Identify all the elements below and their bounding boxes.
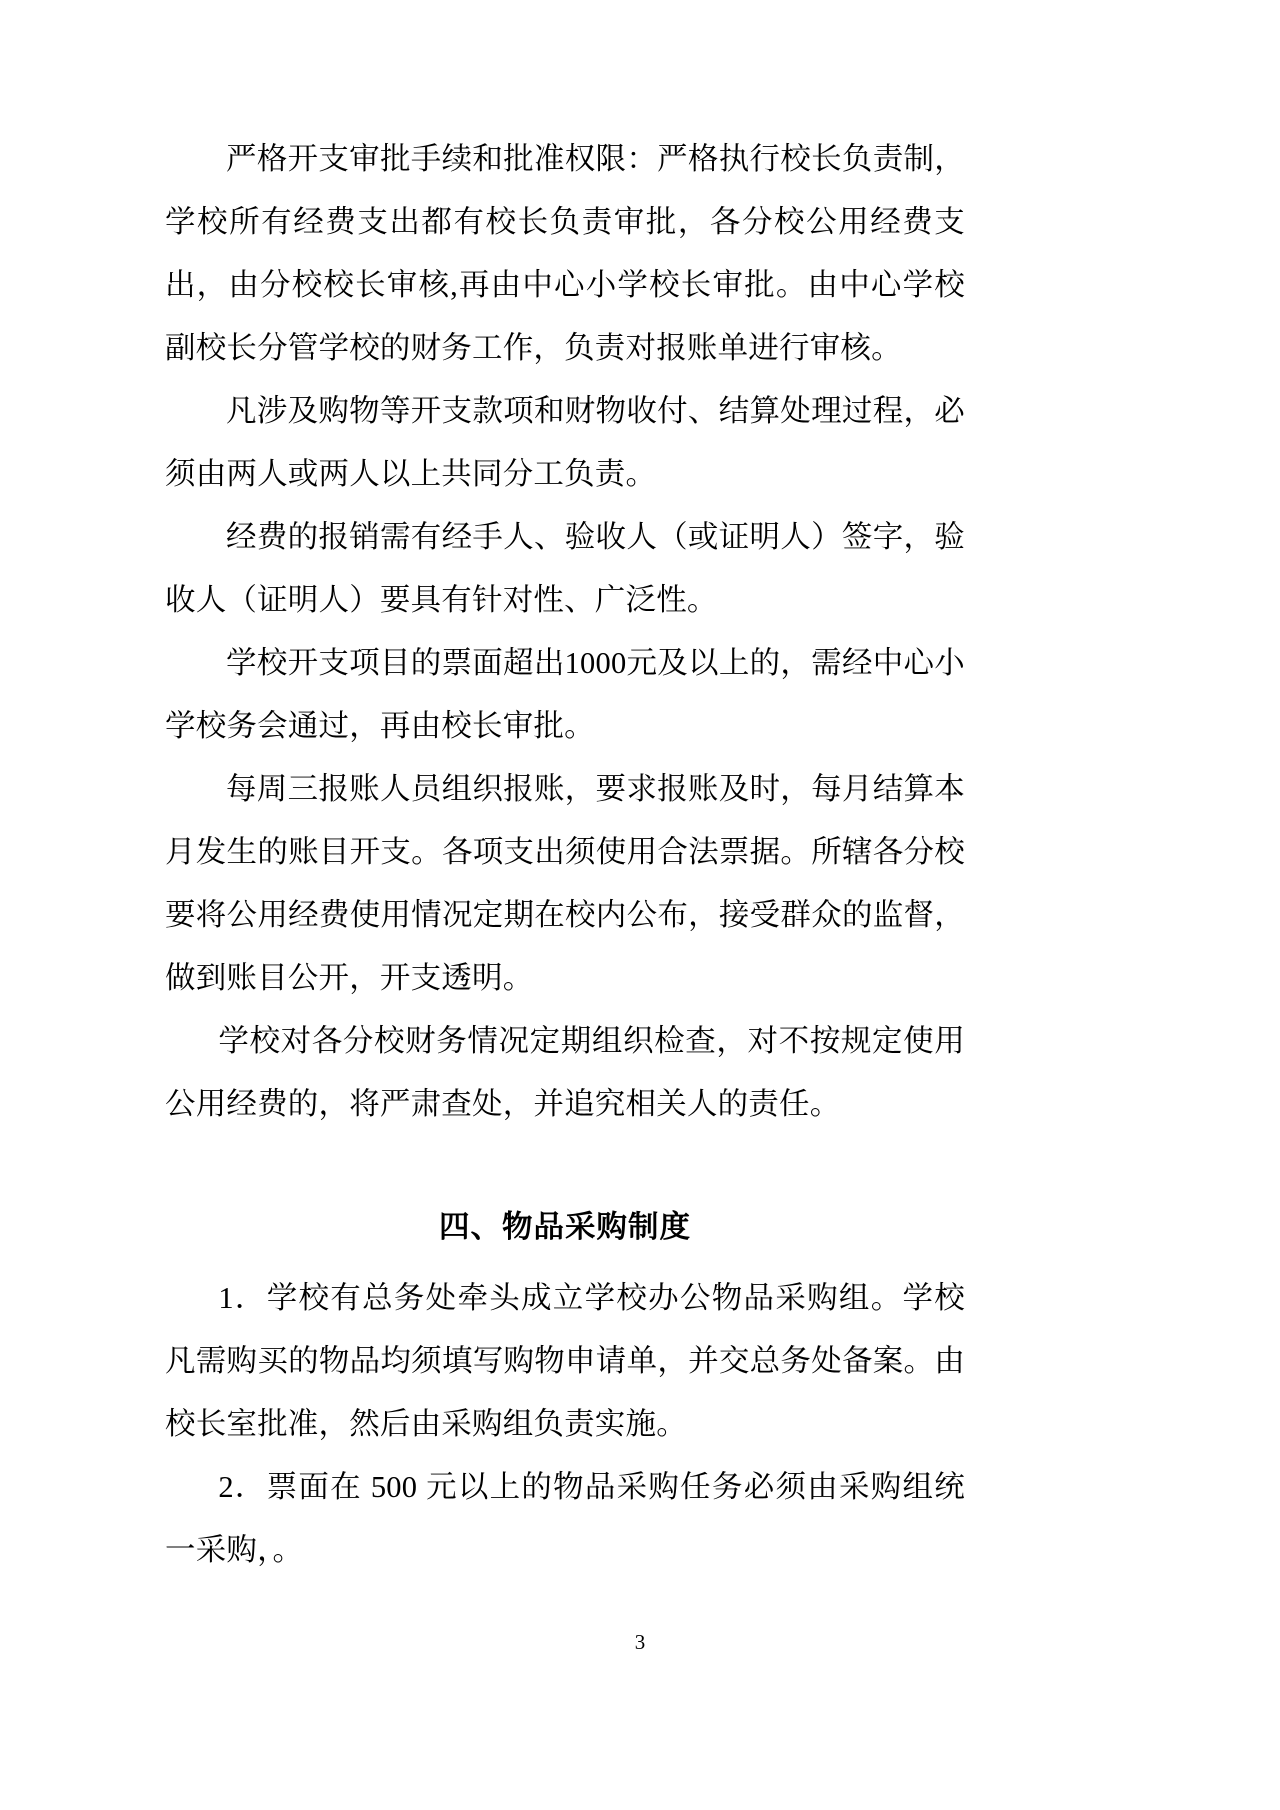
section-heading-procurement: 四、物品采购制度 [439, 1210, 691, 1244]
paragraph-weekly-accounting: 每周三报账人员组织报账，要求报账及时，每月结算本月发生的账目开支。各项支出须使用合法票据。所辖各分校要将公用经费使用情况定期在校内公布，接受群众的监督，做到账目公开，开支透明。 [165, 772, 965, 995]
page-content [165, 128, 965, 1582]
paragraph-approval-authority: 严格开支审批手续和批准权限：严格执行校长负责制，学校所有经费支出都有校长负责审批，各分校公用经费支出，由分校校长审核,再由中心小学校长审批。由中心学校副校长分管学校的财务工作，负责对报账单进行审核。 [165, 142, 965, 365]
numbered-item-1: 1．学校有总务处牵头成立学校办公物品采购组。学校凡需购买的物品均须填写购物申请单，并交总务处备案。由校长室批准，然后由采购组负责实施。 [165, 1281, 965, 1441]
heading-spacer-bottom [165, 1259, 965, 1267]
paragraph-two-person-rule: 凡涉及购物等开支款项和财物收付、结算处理过程，必须由两人或两人以上共同分工负责。 [165, 394, 965, 491]
heading-spacer-top [165, 1136, 965, 1196]
paragraph-periodic-inspection: 学校对各分校财务情况定期组织检查，对不按规定使用公用经费的，将严肃查处，并追究相关人的责任。 [165, 1024, 965, 1121]
page-number: 3 [634, 1630, 646, 1654]
numbered-item-2: 2．票面在 500 元以上的物品采购任务必须由采购组统一采购，。 [165, 1470, 965, 1567]
paragraph-reimbursement-signature: 经费的报销需有经手人、验收人（或证明人）签字，验收人（证明人）要具有针对性、广泛性。 [165, 520, 965, 617]
paragraph-expense-over-1000: 学校开支项目的票面超出1000元及以上的，需经中心小学校务会通过，再由校长审批。 [165, 646, 965, 743]
